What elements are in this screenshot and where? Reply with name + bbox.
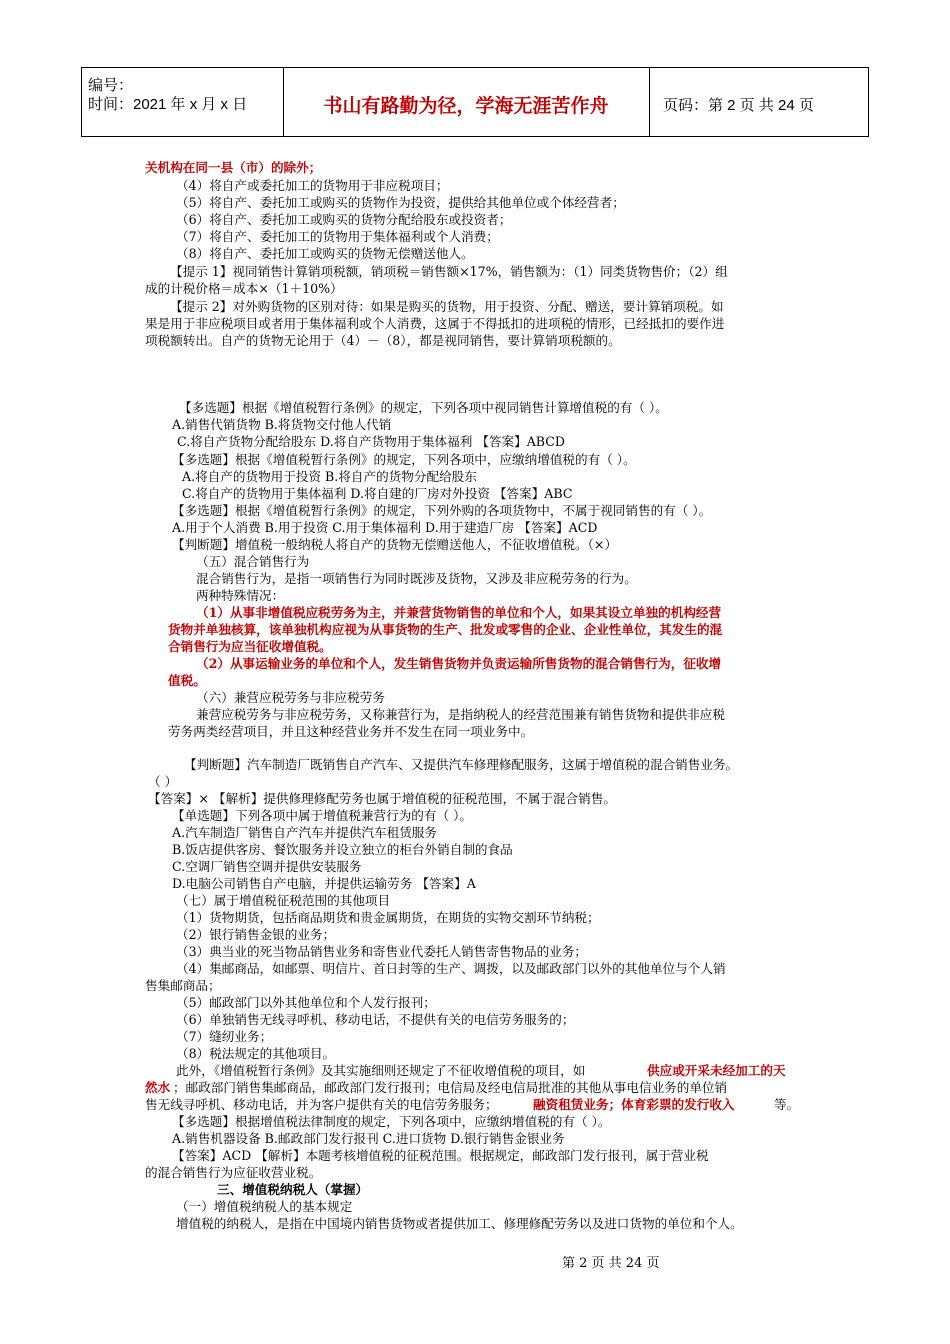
text-line: （1）货物期货，包括商品期货和贵金属期货，在期货的实物交割环节纳税； bbox=[176, 910, 600, 925]
text-line: （8）将自产、委托加工或购买的货物无偿赠送他人。 bbox=[176, 246, 474, 261]
text-line: （7）将自产、委托加工的货物用于集体福利或个人消费； bbox=[176, 229, 499, 244]
text-line: 三、增值税纳税人（掌握） bbox=[217, 1182, 369, 1197]
text-line: （2）银行销售金银的业务； bbox=[176, 927, 336, 942]
text-line: （6）将自产、委托加工或购买的货物分配给股东或投资者； bbox=[176, 212, 512, 227]
text-line: （7）缝纫业务； bbox=[176, 1029, 273, 1044]
text-line: 售集邮商品； bbox=[145, 978, 221, 993]
text-line: 【答案】ACD 【解析】本题考核增值税的征税范围。根据规定，邮政部门发行报刊，属于营业税 bbox=[172, 1148, 709, 1163]
text-line: A.销售代销货物 B.将货物交付他人代销 bbox=[172, 417, 392, 432]
text-line: （5）将自产、委托加工或购买的货物作为投资，提供给其他单位或个体经营者； bbox=[176, 195, 625, 210]
text-line: （4）集邮商品，如邮票、明信片、首日封等的生产、调拨，以及邮政部门以外的其他单位与个人销 bbox=[176, 961, 726, 976]
text-line: C.将自产货物分配给股东 D.将自产货物用于集体福利 【答案】ABCD bbox=[177, 434, 566, 449]
text-line: A.销售机器设备 B.邮政部门发行报刊 C.进口货物 D.银行销售金银业务 bbox=[172, 1131, 565, 1146]
text-line: （七）属于增值税征税范围的其他项目 bbox=[176, 893, 391, 908]
text-line: 增值税的纳税人，是指在中国境内销售货物或者提供加工、修理修配劳务以及进口货物的单位和个人。 bbox=[176, 1216, 743, 1231]
document-number-label: 编号： bbox=[88, 77, 134, 94]
text-line: B.饭店提供客房、餐饮服务并设立独立的柜台外销自制的食品 bbox=[172, 842, 513, 857]
text-line: 兼营应税劳务与非应税劳务，又称兼营行为，是指纳税人的经营范围兼有销售货物和提供非应税 bbox=[196, 707, 725, 722]
text-line: ；邮政部门销售集邮商品，邮政部门发行报刊；电信局及经电信局批准的其他从事电信业务的单位销 bbox=[173, 1080, 728, 1095]
text-line: 融资租赁业务；体育彩票的发行收入 bbox=[533, 1097, 735, 1112]
text-line: 【判断题】汽车制造厂既销售自产汽车、又提供汽车修理修配服务，这属于增值税的混合销售业务。 bbox=[184, 757, 739, 772]
text-line: C.空调厂销售空调并提供安装服务 bbox=[172, 859, 362, 874]
text-line: 【多选题】根据《增值税暂行条例》的规定，下列外购的各项货物中，不属于视同销售的有（ ）。 bbox=[172, 503, 712, 518]
text-line: 混合销售行为，是指一项销售行为同时既涉及货物，又涉及非应税劳务的行为。 bbox=[196, 571, 637, 586]
text-line: 售无线寻呼机、移动电话，并为客户提供有关的电信劳务服务； bbox=[145, 1097, 498, 1112]
text-line: 的混合销售行为应征收营业税。 bbox=[145, 1165, 322, 1180]
text-line: 【多选题】根据《增值税暂行条例》的规定，下列各项中，应缴纳增值税的有（ ）。 bbox=[172, 452, 636, 467]
text-line: （5）邮政部门以外其他单位和个人发行报刊； bbox=[176, 995, 436, 1010]
text-line: C.将自产的货物用于集体福利 D.将自建的厂房对外投资 【答案】ABC bbox=[182, 486, 573, 501]
text-line: 两种特殊情况： bbox=[196, 588, 285, 603]
text-line: D.电脑公司销售自产电脑，并提供运输劳务 【答案】A bbox=[172, 876, 476, 891]
text-line: 项税额转出。自产的货物无论用于（4）－（8），都是视同销售，要计算销项税额的。 bbox=[145, 333, 621, 348]
text-line: （3）典当业的死当物品销售业务和寄售业代委托人销售寄售物品的业务； bbox=[176, 944, 588, 959]
text-line: 【多选题】根据《增值税暂行条例》的规定，下列各项中视同销售计算增值税的有（ ）。 bbox=[179, 400, 668, 415]
text-line: 值税。 bbox=[168, 673, 206, 688]
text-line: （2）从事运输业务的单位和个人，发生销售货物并负责运输所售货物的混合销售行为，征收增 bbox=[196, 656, 722, 671]
text-line: 货物并单独核算，该单独机构应视为从事货物的生产、批发或零售的企业、企业性单位，其发生的混 bbox=[168, 622, 723, 637]
text-line: A.用于个人消费 B.用于投资 C.用于集体福利 D.用于建造厂房 【答案】ACD bbox=[172, 520, 598, 535]
text-line: （六）兼营应税劳务与非应税劳务 bbox=[196, 690, 385, 705]
text-line: 果是用于非应税项目或者用于集体福利或个人消费，这属于不得抵扣的进项税的情形，已经抵扣的要作进 bbox=[145, 316, 725, 331]
text-line: 合销售行为应当征收增值税。 bbox=[168, 639, 332, 654]
text-line: （6）单独销售无线寻呼机、移动电话，不提供有关的电信劳务服务的； bbox=[176, 1012, 575, 1027]
text-line: 【单选题】下列各项中属于增值税兼营行为的有（ ）。 bbox=[172, 808, 472, 823]
text-line: （8）税法规定的其他项目。 bbox=[176, 1046, 336, 1061]
text-line: 【提示 1】视同销售计算销项税额，销项税＝销售额×17%，销售额为：（1）同类货物售价；（2）组 bbox=[170, 264, 728, 279]
document-time-label: 时间：2021 年 x 月 x 日 bbox=[88, 96, 248, 113]
text-line: （五）混合销售行为 bbox=[196, 554, 310, 569]
text-line: A.将自产的货物用于投资 B.将自产的货物分配给股东 bbox=[182, 469, 477, 484]
text-line: 【判断题】增值税一般纳税人将自产的货物无偿赠送他人，不征收增值税。（×） bbox=[172, 537, 618, 552]
text-line: 此外，《增值税暂行条例》及其实施细则还规定了不征收增值税的项目，如 bbox=[176, 1063, 586, 1078]
page-footer: 第 2 页 共 24 页 bbox=[562, 1256, 660, 1271]
page-number-label: 页码：第 2 页 共 24 页 bbox=[663, 97, 814, 114]
text-line: （4）将自产或委托加工的货物用于非应税项目； bbox=[176, 178, 449, 193]
text-line: 等。 bbox=[774, 1097, 800, 1112]
header-motto: 书山有路勤为径，学海无涯苦作舟 bbox=[323, 95, 609, 117]
text-line: 【答案】× 【解析】提供修理修配劳务也属于增值税的征税范围，不属于混合销售。 bbox=[148, 791, 616, 806]
text-line: （一）增值税纳税人的基本规定 bbox=[176, 1199, 353, 1214]
text-line: 关机构在同一县（市）的除外； bbox=[145, 160, 322, 175]
text-line: 然水 bbox=[145, 1080, 171, 1095]
text-line: 【提示 2】对外购货物的区别对待：如果是购买的货物，用于投资、分配、赠送，要计算销项税。如 bbox=[170, 299, 724, 314]
text-line: （ ） bbox=[148, 774, 178, 789]
text-line: A.汽车制造厂销售自产汽车并提供汽车租赁服务 bbox=[172, 825, 437, 840]
text-line: 供应或开采未经加工的天 bbox=[647, 1063, 786, 1078]
text-line: 成的计税价格＝成本×（1＋10%） bbox=[145, 281, 343, 296]
text-line: 【多选题】根据增值税法律制度的规定，下列各项中，应缴纳增值税的有（ ）。 bbox=[172, 1114, 611, 1129]
text-line: 劳务两类经营项目，并且这种经营业务并不发生在同一项业务中。 bbox=[168, 724, 534, 739]
text-line: （1）从事非增值税应税劳务为主，并兼营货物销售的单位和个人，如果其设立单独的机构经营 bbox=[196, 605, 722, 620]
